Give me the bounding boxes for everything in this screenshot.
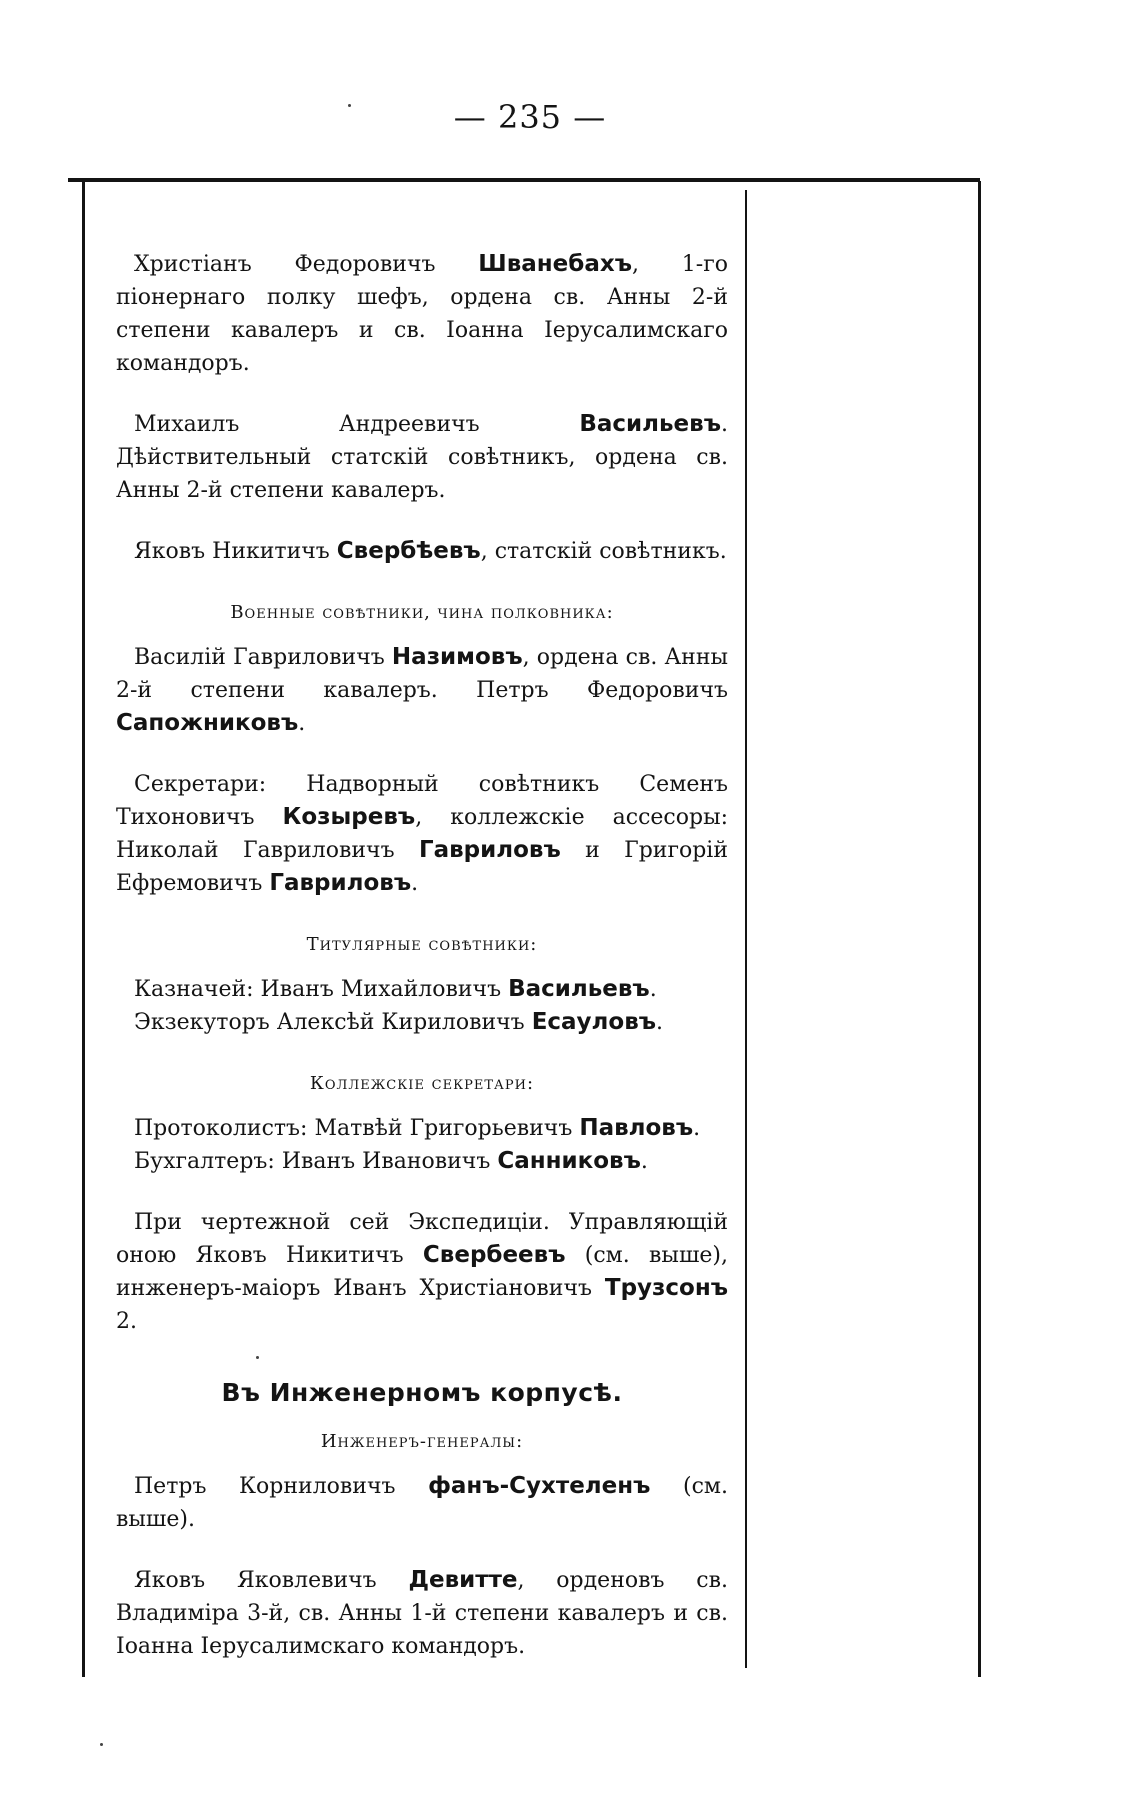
- entry-text: .: [298, 711, 306, 736]
- entry-devitte: [116, 1564, 728, 1663]
- surname: Козыревъ: [282, 804, 416, 830]
- entry-text: Казначей: Иванъ Михайловичъ: [134, 977, 509, 1002]
- entry-text: .: [693, 1116, 701, 1141]
- entry-text: , ордена св. Анны 2-й степени кавалеръ. Петръ Федоровичъ: [116, 645, 729, 703]
- surname: Трузсонъ: [604, 1275, 728, 1301]
- surname: Назимовъ: [391, 644, 523, 670]
- entry-text: .: [640, 1149, 648, 1174]
- collegiate-secretaries-heading: Коллежскіе секретари:: [309, 1073, 535, 1094]
- entry-text: Христіанъ Федоровичъ: [134, 252, 479, 277]
- titular-advisors-heading: Титулярные совѣтники:: [306, 934, 538, 955]
- engineer-generals-entry: [116, 1470, 728, 1536]
- engineer-generals-heading: Инженеръ-генералы:: [320, 1431, 524, 1452]
- list-item: [116, 973, 728, 1006]
- surname: Свербѣевъ: [336, 538, 481, 564]
- surname: Сапожниковъ: [116, 710, 299, 736]
- surname: Девитте: [408, 1567, 518, 1593]
- surname: Санниковъ: [497, 1148, 641, 1174]
- entry-text: и Григорій Ефремовичъ: [116, 838, 728, 896]
- entry-vasiliev: [116, 408, 728, 507]
- list-item: [116, 1006, 728, 1039]
- entry-text: Секретари: Надворный совѣтникъ Семенъ Тихоновичъ: [116, 772, 728, 830]
- entry-text: Яковъ Никитичъ: [134, 539, 337, 564]
- section-title: Въ Инженерномъ корпусѣ.: [221, 1378, 623, 1407]
- military-advisors-heading: Военные совѣтники, чина полковника:: [230, 602, 614, 623]
- entry-sverbeev: [116, 535, 728, 568]
- surname: фанъ-Сухтеленъ: [428, 1473, 651, 1499]
- military-advisors-entry: [116, 641, 728, 740]
- entry-text: Михаилъ Андреевичъ: [134, 412, 580, 437]
- left-column-rule: [82, 181, 85, 1677]
- entry-text: Бухгалтеръ: Иванъ Ивановичъ: [134, 1149, 498, 1174]
- secretaries-entry: [116, 768, 728, 900]
- entry-text: .: [656, 1010, 664, 1035]
- entry-text: Василій Гавриловичъ: [134, 645, 392, 670]
- collegiate-secretaries-list: [116, 1112, 728, 1178]
- top-rule: [68, 178, 980, 182]
- surname: Есауловъ: [531, 1009, 657, 1035]
- page-number: — 235 —: [453, 98, 607, 136]
- surname: Гавриловъ: [269, 870, 412, 896]
- list-item: [116, 1112, 728, 1145]
- entry-text: .: [411, 871, 419, 896]
- surname: Павловъ: [579, 1115, 694, 1141]
- entry-text: .: [649, 977, 657, 1002]
- surname: Васильевъ: [508, 976, 650, 1002]
- entry-text: Протоколистъ: Матвѣй Григорьевичъ: [134, 1116, 580, 1141]
- titular-advisors-list: [116, 973, 728, 1039]
- list-item: [116, 1145, 728, 1178]
- entry-text: , коллежскіе ассесоры: Николай Гавриловичъ: [116, 805, 728, 863]
- entry-text: Экзекуторъ Алексѣй Кириловичъ: [134, 1010, 532, 1035]
- surname: Шванебахъ: [478, 251, 632, 277]
- entry-text: (см. выше), инженеръ-маіоръ Иванъ Христіановичъ: [116, 1243, 728, 1301]
- surname: Васильевъ: [579, 411, 721, 437]
- drafting-expedition-entry: [116, 1206, 728, 1338]
- surname: Гавриловъ: [418, 837, 561, 863]
- text-column: [116, 248, 728, 1691]
- surname: Свербеевъ: [422, 1242, 566, 1268]
- print-speck: [100, 1743, 103, 1746]
- entry-text: Яковъ Яковлевичъ: [134, 1568, 409, 1593]
- entry-text: 2.: [116, 1309, 137, 1334]
- entry-text: (см. выше).: [116, 1474, 728, 1532]
- print-speck: [348, 104, 351, 107]
- entry-text: При чертежной сей Экспедиціи. Управляющій оною Яковъ Никитичъ: [116, 1210, 728, 1268]
- entry-text: . Дѣйствительный статскій совѣтникъ, ордена св. Анны 2-й степени кавалеръ.: [116, 412, 728, 503]
- middle-column-rule: [745, 190, 747, 1668]
- entry-text: , орденовъ св. Владиміра 3-й, св. Анны 1-й степени кавалеръ и св. Іоанна Іерусалимскаго командоръ.: [116, 1568, 728, 1659]
- right-column-rule: [978, 181, 981, 1677]
- entry-text: Петръ Корниловичъ: [134, 1474, 429, 1499]
- entry-text: , 1-го піонернаго полку шефъ, ордена св. Анны 2-й степени кавалеръ и св. Іоанна Іерусалимскаго командоръ.: [116, 252, 728, 376]
- entry-shvanebakh: [116, 248, 728, 380]
- entry-text: , статскій совѣтникъ.: [480, 539, 727, 564]
